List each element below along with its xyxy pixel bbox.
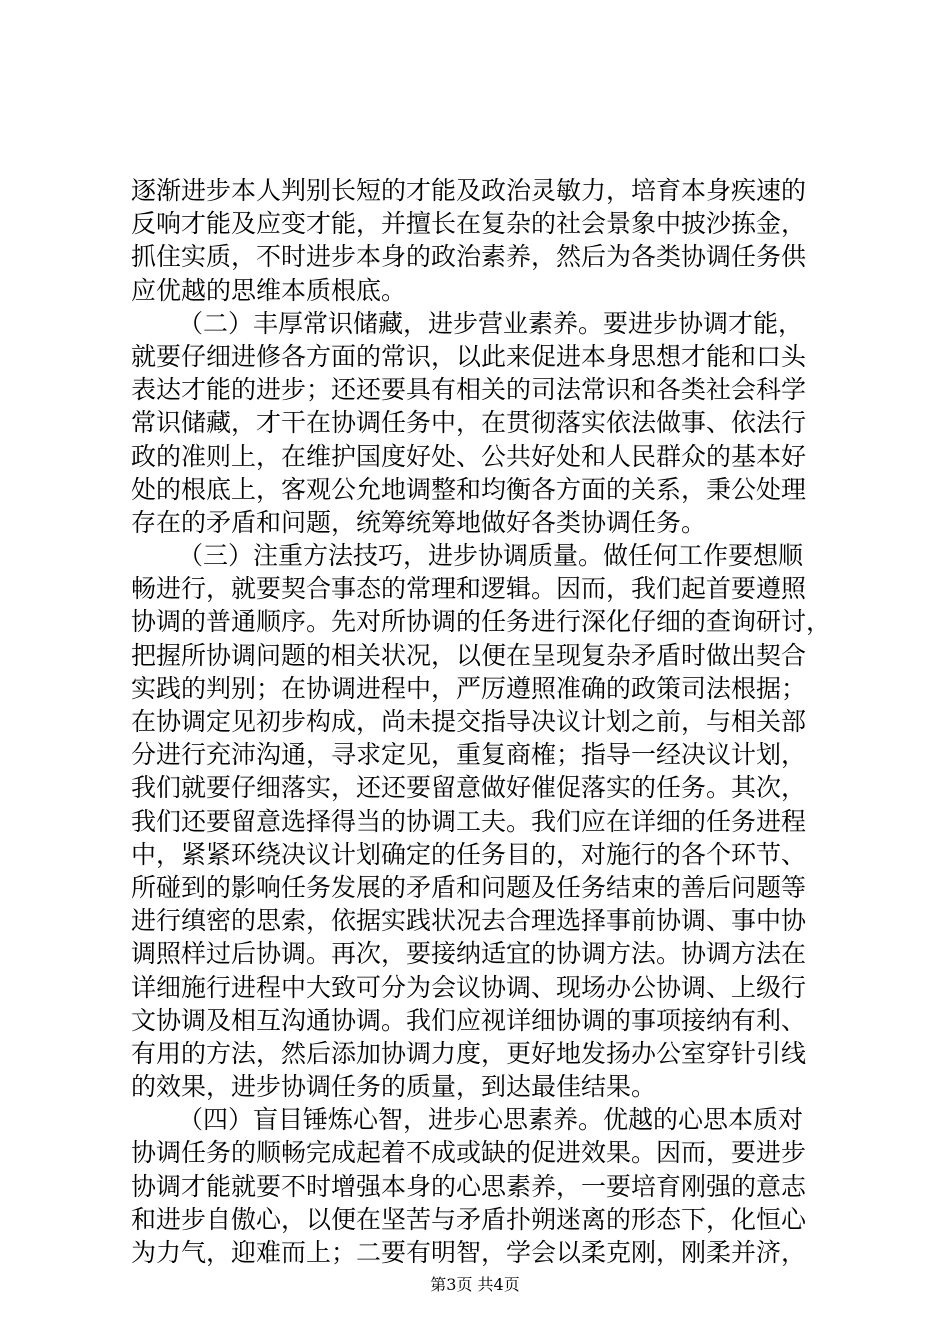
text-line: 政的准则上，在维护国度好处、公共好处和人民群众的基本好 [131,441,807,471]
text-line: 把握所协调问题的相关状况，以便在呈现复杂矛盾时做出契合 [131,640,807,670]
text-line: 进行缜密的思索，依据实践状况去合理选择事前协调、事中协 [131,906,807,936]
text-line: 存在的矛盾和问题，统筹统筹地做好各类协调任务。 [131,507,707,537]
paragraph-first-line: （四）盲目锤炼心智，进步心思素养。优越的心思本质对 [178,1105,804,1135]
paragraph-first-line: （二）丰厚常识储藏，进步营业素养。要进步协调才能， [178,308,804,338]
text-line: 的效果，进步协调任务的质量，到达最佳结果。 [131,1072,657,1102]
text-line: 我们还要留意选择得当的协调工夫。我们应在详细的任务进程 [131,806,807,836]
text-line: 处的根底上，客观公允地调整和均衡各方面的关系，秉公处理 [131,474,807,504]
text-line: 逐渐进步本人判别长短的才能及政治灵敏力，培育本身疾速的 [131,176,807,205]
text-line: 实践的判别；在协调进程中，严厉遵照准确的政策司法根据； [131,673,807,703]
text-line: 所碰到的影响任务发展的矛盾和问题及任务结束的善后问题等 [131,872,807,902]
text-line: 抓住实质，不时进步本身的政治素养，然后为各类协调任务供 [131,242,807,272]
text-line: 常识储藏，才干在协调任务中，在贯彻落实依法做事、依法行 [131,408,807,438]
text-line: 调照样过后协调。再次，要接纳适宜的协调方法。协调方法在 [131,939,807,969]
text-line: 应优越的思维本质根底。 [131,275,407,305]
text-line: 详细施行进程中大致可分为会议协调、现场办公协调、上级行 [131,972,807,1002]
text-line: 为力气，迎难而上；二要有明智，学会以柔克刚，刚柔并济， [131,1238,807,1267]
text-line: 协调的普通顺序。先对所协调的任务进行深化仔细的查询研讨， [131,607,832,637]
text-line: 协调才能就要不时增强本身的心思素养，一要培育刚强的意志 [131,1171,807,1201]
text-line: 我们就要仔细落实，还还要留意做好催促落实的任务。其次， [131,773,807,803]
text-line: 和进步自傲心，以便在坚苦与矛盾扑朔迷离的形态下，化恒心 [131,1204,807,1234]
text-line: 畅进行，就要契合事态的常理和逻辑。因而，我们起首要遵照 [131,574,807,604]
text-line: 表达才能的进步；还还要具有相关的司法常识和各类社会科学 [131,375,807,405]
text-line: 反响才能及应变才能，并擅长在复杂的社会景象中披沙拣金， [131,209,807,239]
text-line: 就要仔细进修各方面的常识，以此来促进本身思想才能和口头 [131,341,807,371]
paragraph-first-line: （三）注重方法技巧，进步协调质量。做任何工作要想顺 [178,541,804,571]
text-line: 协调任务的顺畅完成起着不成或缺的促进效果。因而，要进步 [131,1138,807,1168]
page-footer: 第3页 共4页 [430,1275,520,1294]
text-line: 分进行充沛沟通，寻求定见，重复商榷；指导一经决议计划， [131,740,807,770]
text-line: 在协调定见初步构成，尚未提交指导决议计划之前，与相关部 [131,707,807,736]
document-body [131,174,831,1269]
text-line: 文协调及相互沟通协调。我们应视详细协调的事项接纳有利、 [131,1005,807,1035]
text-line: 中，紧紧环绕决议计划确定的任务目的，对施行的各个环节、 [131,839,807,869]
text-line: 有用的方法，然后添加协调力度，更好地发扬办公室穿针引线 [131,1038,807,1068]
